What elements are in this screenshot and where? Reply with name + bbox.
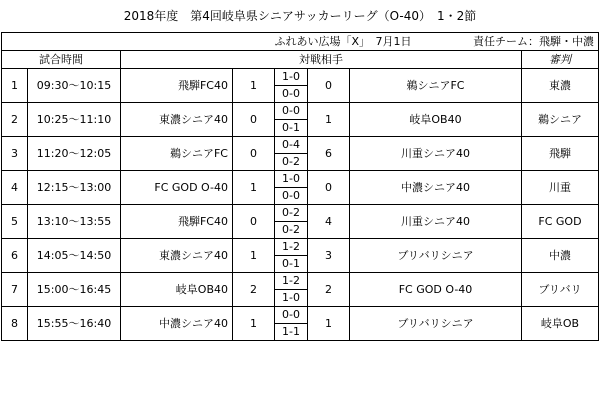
referee-team: 鵜シニア: [522, 103, 599, 137]
referee-team: FC GOD: [522, 205, 599, 239]
page-title: 2018年度 第4回岐阜県シニアサッカーリーグ（O-40） 1・2節: [123, 9, 477, 23]
match-row: [2, 137, 599, 154]
home-team: 中濃シニア40: [121, 307, 233, 341]
home-score: 1: [233, 239, 275, 273]
match-number: 8: [2, 307, 28, 341]
home-team: 鵜シニアFC: [121, 137, 233, 171]
header-row: [2, 51, 599, 69]
home-team: FC GOD O-40: [121, 171, 233, 205]
match-number: 6: [2, 239, 28, 273]
away-score: 2: [308, 273, 350, 307]
away-score: 3: [308, 239, 350, 273]
match-row: [2, 273, 599, 290]
match-number: 3: [2, 137, 28, 171]
away-team: 中濃シニア40: [350, 171, 522, 205]
schedule-table: [1, 32, 599, 341]
first-half-score: 1-0: [275, 171, 308, 188]
home-score: 1: [233, 69, 275, 103]
away-score: 1: [308, 307, 350, 341]
second-half-score: 0-0: [275, 86, 308, 103]
match-row: [2, 69, 599, 86]
home-team: 東濃シニア40: [121, 103, 233, 137]
away-team: ブリバリシニア: [350, 239, 522, 273]
first-half-score: 0-2: [275, 205, 308, 222]
info-row: [2, 33, 599, 51]
referee-team: 岐阜OB: [522, 307, 599, 341]
away-team: 川重シニア40: [350, 205, 522, 239]
second-half-score: 0-2: [275, 222, 308, 239]
referee-team: ブリバリ: [522, 273, 599, 307]
away-score: 0: [308, 69, 350, 103]
home-team: 飛騨FC40: [121, 205, 233, 239]
home-score: 0: [233, 137, 275, 171]
match-time: 10:25〜11:10: [28, 103, 121, 137]
match-number: 7: [2, 273, 28, 307]
match-time: 11:20〜12:05: [28, 137, 121, 171]
second-half-score: 0-1: [275, 256, 308, 273]
match-number: 2: [2, 103, 28, 137]
home-score: 1: [233, 171, 275, 205]
venue-label: ふれあい広場「X」: [274, 34, 365, 48]
first-half-score: 0-0: [275, 307, 308, 324]
second-half-score: 1-1: [275, 324, 308, 341]
referee-team: 川重: [522, 171, 599, 205]
away-team: 鵜シニアFC: [350, 69, 522, 103]
match-time: 15:55〜16:40: [28, 307, 121, 341]
match-time: 14:05〜14:50: [28, 239, 121, 273]
first-half-score: 1-2: [275, 273, 308, 290]
second-half-score: 0-1: [275, 120, 308, 137]
first-half-score: 1-0: [275, 69, 308, 86]
date-label: 7月1日: [375, 34, 412, 48]
first-half-score: 1-2: [275, 239, 308, 256]
away-score: 6: [308, 137, 350, 171]
responsible-info: [394, 33, 599, 51]
away-team: 川重シニア40: [350, 137, 522, 171]
responsible-teams: 飛騨・中濃: [539, 34, 594, 48]
second-half-score: 1-0: [275, 290, 308, 307]
home-score: 0: [233, 103, 275, 137]
match-number: 1: [2, 69, 28, 103]
home-team: 東濃シニア40: [121, 239, 233, 273]
match-row: [2, 307, 599, 324]
away-team: 岐阜OB40: [350, 103, 522, 137]
first-half-score: 0-0: [275, 103, 308, 120]
referee-team: 中濃: [522, 239, 599, 273]
home-team: 飛騨FC40: [121, 69, 233, 103]
match-time: 15:00〜16:45: [28, 273, 121, 307]
header-time: 試合時間: [2, 51, 121, 69]
match-time: 09:30〜10:15: [28, 69, 121, 103]
match-number: 4: [2, 171, 28, 205]
responsible-label: 責任チーム：: [473, 34, 539, 48]
away-team: ブリバリシニア: [350, 307, 522, 341]
second-half-score: 0-0: [275, 188, 308, 205]
home-score: 2: [233, 273, 275, 307]
home-team: 岐阜OB40: [121, 273, 233, 307]
match-time: 13:10〜13:55: [28, 205, 121, 239]
match-row: [2, 103, 599, 120]
away-score: 4: [308, 205, 350, 239]
match-number: 5: [2, 205, 28, 239]
home-score: 0: [233, 205, 275, 239]
header-match: 対戦相手: [121, 51, 522, 69]
match-row: [2, 239, 599, 256]
home-score: 1: [233, 307, 275, 341]
header-referee: 審判: [522, 51, 599, 69]
referee-team: 飛騨: [522, 137, 599, 171]
second-half-score: 0-2: [275, 154, 308, 171]
first-half-score: 0-4: [275, 137, 308, 154]
match-time: 12:15〜13:00: [28, 171, 121, 205]
away-score: 0: [308, 171, 350, 205]
referee-team: 東濃: [522, 69, 599, 103]
away-score: 1: [308, 103, 350, 137]
away-team: FC GOD O-40: [350, 273, 522, 307]
match-row: [2, 205, 599, 222]
venue-info: [274, 33, 412, 51]
match-row: [2, 171, 599, 188]
